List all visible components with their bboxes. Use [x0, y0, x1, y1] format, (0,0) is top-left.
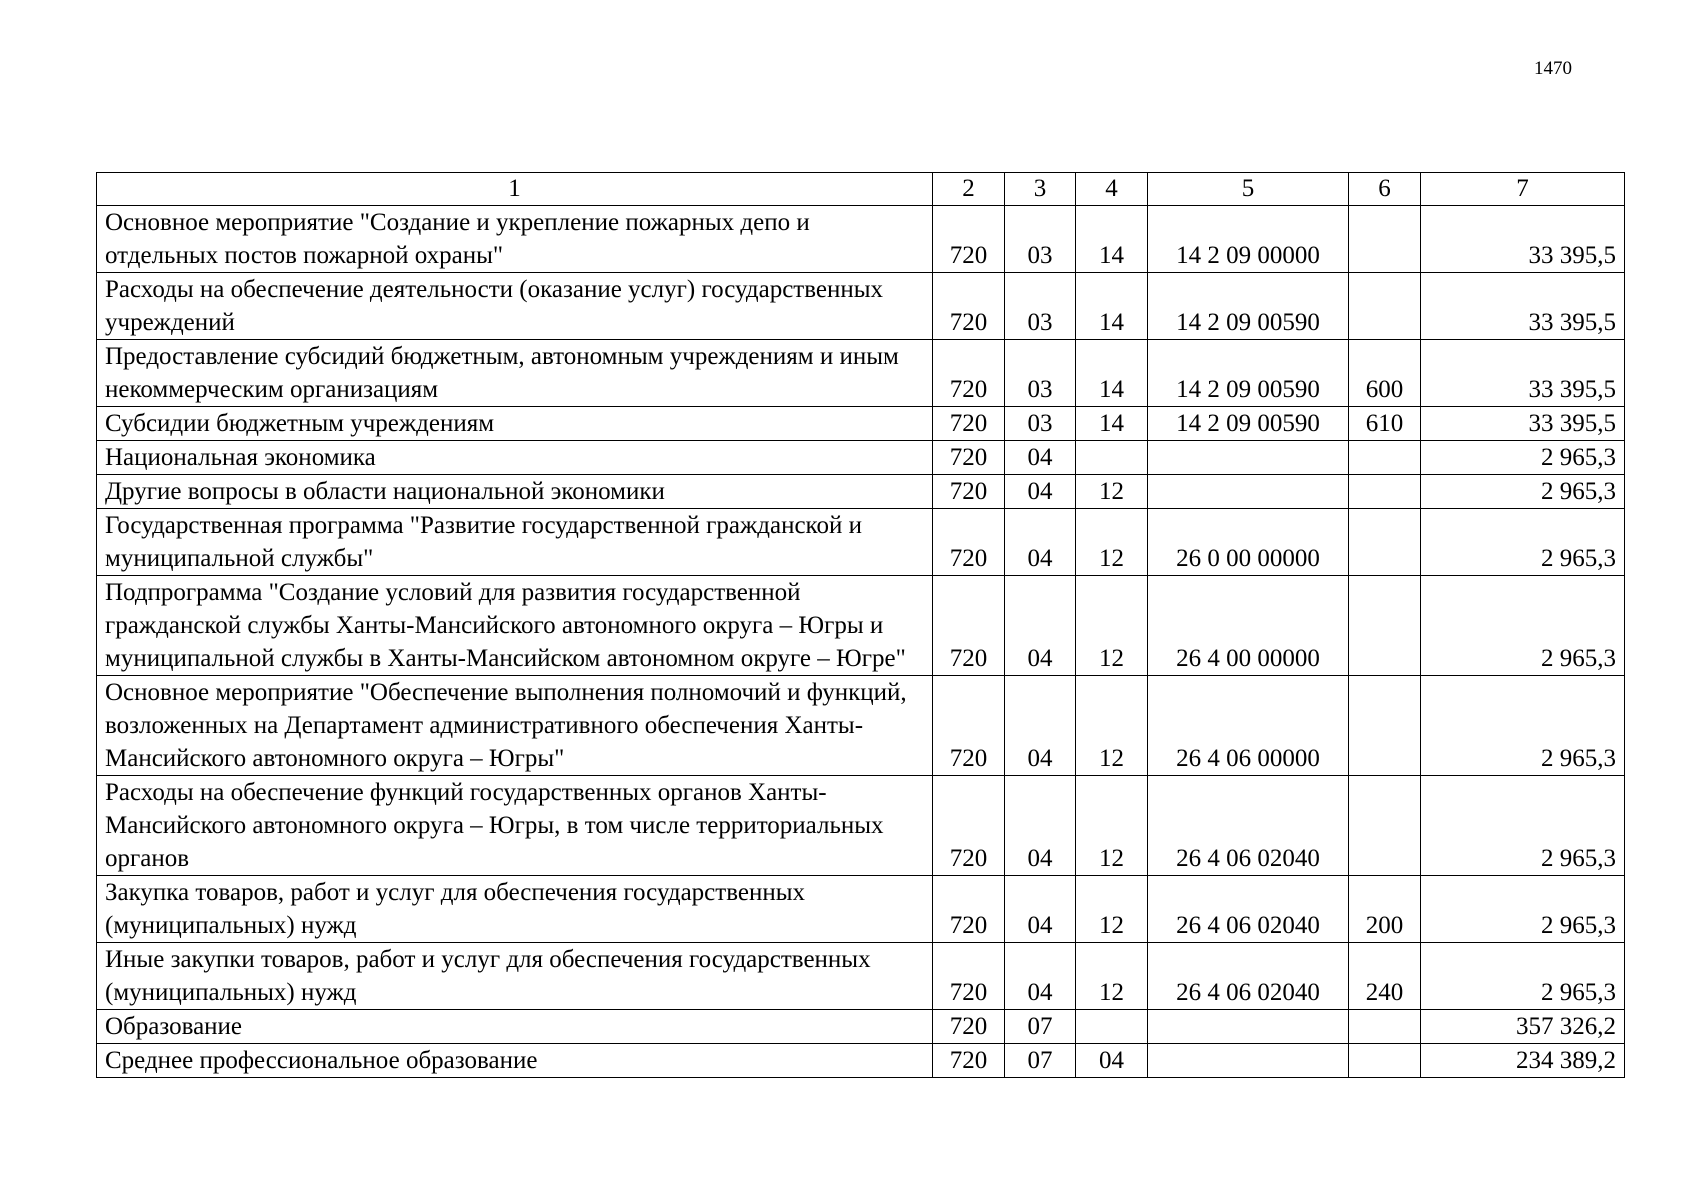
expense-type-cell: 610: [1349, 407, 1421, 441]
amount-cell: 2 965,3: [1421, 441, 1625, 475]
row-name-cell: Образование: [97, 1010, 933, 1044]
page-number: 1470: [1534, 58, 1572, 79]
subsection-code-cell: 14: [1076, 340, 1148, 407]
section-code-cell: 03: [1005, 407, 1076, 441]
expense-type-cell: [1349, 1044, 1421, 1078]
amount-cell: 2 965,3: [1421, 776, 1625, 876]
target-article-cell: 26 4 06 02040: [1148, 876, 1349, 943]
section-code-cell: 07: [1005, 1044, 1076, 1078]
amount-cell: 33 395,5: [1421, 407, 1625, 441]
expense-type-cell: [1349, 206, 1421, 273]
header-row: [97, 173, 1625, 206]
section-code-cell: 04: [1005, 475, 1076, 509]
expense-type-cell: [1349, 509, 1421, 576]
subsection-code-cell: 14: [1076, 206, 1148, 273]
ministry-code-cell: 720: [933, 676, 1005, 776]
amount-cell: 33 395,5: [1421, 340, 1625, 407]
subsection-code-cell: 12: [1076, 943, 1148, 1010]
subsection-code-cell: 12: [1076, 776, 1148, 876]
target-article-cell: 26 0 00 00000: [1148, 509, 1349, 576]
table-body: [97, 206, 1625, 1078]
amount-cell: 357 326,2: [1421, 1010, 1625, 1044]
target-article-cell: [1148, 1044, 1349, 1078]
amount-cell: 33 395,5: [1421, 206, 1625, 273]
table-row: [97, 340, 1625, 407]
table-row: [97, 1044, 1625, 1078]
ministry-code-cell: 720: [933, 576, 1005, 676]
row-name-cell: Государственная программа "Развитие государственной гражданской и муниципальной службы": [97, 509, 933, 576]
target-article-cell: 26 4 06 00000: [1148, 676, 1349, 776]
expense-type-cell: 200: [1349, 876, 1421, 943]
target-article-cell: 26 4 06 02040: [1148, 776, 1349, 876]
row-name-cell: Подпрограмма "Создание условий для развития государственной гражданской службы Ханты-Мансийского автономного округа – Югры и муниципальной службы в Ханты-Мансийском автономном округе – Югре": [97, 576, 933, 676]
table-row: [97, 206, 1625, 273]
ministry-code-cell: 720: [933, 1044, 1005, 1078]
column-header: 7: [1421, 173, 1625, 206]
target-article-cell: 14 2 09 00000: [1148, 206, 1349, 273]
column-header: 3: [1005, 173, 1076, 206]
target-article-cell: 14 2 09 00590: [1148, 340, 1349, 407]
ministry-code-cell: 720: [933, 340, 1005, 407]
table-row: [97, 876, 1625, 943]
amount-cell: 2 965,3: [1421, 876, 1625, 943]
subsection-code-cell: 04: [1076, 1044, 1148, 1078]
row-name-cell: Предоставление субсидий бюджетным, автономным учреждениям и иным некоммерческим организациям: [97, 340, 933, 407]
row-name-cell: Основное мероприятие "Обеспечение выполнения полномочий и функций, возложенных на Департамент административного обеспечения Ханты-Мансийского автономного округа – Югры": [97, 676, 933, 776]
subsection-code-cell: 12: [1076, 475, 1148, 509]
budget-table: [96, 172, 1625, 1078]
section-code-cell: 07: [1005, 1010, 1076, 1044]
ministry-code-cell: 720: [933, 509, 1005, 576]
subsection-code-cell: 14: [1076, 273, 1148, 340]
subsection-code-cell: 14: [1076, 407, 1148, 441]
amount-cell: 33 395,5: [1421, 273, 1625, 340]
section-code-cell: 04: [1005, 576, 1076, 676]
ministry-code-cell: 720: [933, 776, 1005, 876]
target-article-cell: 14 2 09 00590: [1148, 273, 1349, 340]
amount-cell: 2 965,3: [1421, 676, 1625, 776]
subsection-code-cell: [1076, 1010, 1148, 1044]
section-code-cell: 04: [1005, 676, 1076, 776]
column-header: 6: [1349, 173, 1421, 206]
ministry-code-cell: 720: [933, 407, 1005, 441]
expense-type-cell: [1349, 475, 1421, 509]
target-article-cell: [1148, 1010, 1349, 1044]
expense-type-cell: [1349, 273, 1421, 340]
table-row: [97, 943, 1625, 1010]
subsection-code-cell: 12: [1076, 576, 1148, 676]
ministry-code-cell: 720: [933, 943, 1005, 1010]
section-code-cell: 03: [1005, 340, 1076, 407]
expense-type-cell: [1349, 776, 1421, 876]
row-name-cell: Другие вопросы в области национальной экономики: [97, 475, 933, 509]
row-name-cell: Расходы на обеспечение функций государственных органов Ханты-Мансийского автономного округа – Югры, в том числе территориальных органов: [97, 776, 933, 876]
table-row: [97, 576, 1625, 676]
row-name-cell: Расходы на обеспечение деятельности (оказание услуг) государственных учреждений: [97, 273, 933, 340]
subsection-code-cell: 12: [1076, 676, 1148, 776]
ministry-code-cell: 720: [933, 206, 1005, 273]
row-name-cell: Субсидии бюджетным учреждениям: [97, 407, 933, 441]
subsection-code-cell: 12: [1076, 509, 1148, 576]
expense-type-cell: 240: [1349, 943, 1421, 1010]
amount-cell: 2 965,3: [1421, 475, 1625, 509]
section-code-cell: 04: [1005, 943, 1076, 1010]
row-name-cell: Основное мероприятие "Создание и укрепление пожарных депо и отдельных постов пожарной охраны": [97, 206, 933, 273]
column-header: 5: [1148, 173, 1349, 206]
column-header: 1: [97, 173, 933, 206]
amount-cell: 234 389,2: [1421, 1044, 1625, 1078]
expense-type-cell: [1349, 576, 1421, 676]
table-row: [97, 441, 1625, 475]
row-name-cell: Национальная экономика: [97, 441, 933, 475]
target-article-cell: 26 4 00 00000: [1148, 576, 1349, 676]
expense-type-cell: 600: [1349, 340, 1421, 407]
table-row: [97, 1010, 1625, 1044]
column-header: 2: [933, 173, 1005, 206]
amount-cell: 2 965,3: [1421, 509, 1625, 576]
expense-type-cell: [1349, 441, 1421, 475]
row-name-cell: Среднее профессиональное образование: [97, 1044, 933, 1078]
table-row: [97, 776, 1625, 876]
section-code-cell: 04: [1005, 776, 1076, 876]
table-row: [97, 273, 1625, 340]
amount-cell: 2 965,3: [1421, 943, 1625, 1010]
ministry-code-cell: 720: [933, 876, 1005, 943]
section-code-cell: 04: [1005, 441, 1076, 475]
target-article-cell: [1148, 475, 1349, 509]
ministry-code-cell: 720: [933, 1010, 1005, 1044]
section-code-cell: 04: [1005, 876, 1076, 943]
subsection-code-cell: [1076, 441, 1148, 475]
section-code-cell: 04: [1005, 509, 1076, 576]
section-code-cell: 03: [1005, 273, 1076, 340]
table-row: [97, 676, 1625, 776]
ministry-code-cell: 720: [933, 441, 1005, 475]
target-article-cell: 14 2 09 00590: [1148, 407, 1349, 441]
section-code-cell: 03: [1005, 206, 1076, 273]
amount-cell: 2 965,3: [1421, 576, 1625, 676]
table-row: [97, 407, 1625, 441]
expense-type-cell: [1349, 1010, 1421, 1044]
table-row: [97, 475, 1625, 509]
ministry-code-cell: 720: [933, 475, 1005, 509]
row-name-cell: Закупка товаров, работ и услуг для обеспечения государственных (муниципальных) нужд: [97, 876, 933, 943]
target-article-cell: 26 4 06 02040: [1148, 943, 1349, 1010]
subsection-code-cell: 12: [1076, 876, 1148, 943]
target-article-cell: [1148, 441, 1349, 475]
row-name-cell: Иные закупки товаров, работ и услуг для обеспечения государственных (муниципальных) нужд: [97, 943, 933, 1010]
ministry-code-cell: 720: [933, 273, 1005, 340]
column-header: 4: [1076, 173, 1148, 206]
expense-type-cell: [1349, 676, 1421, 776]
table-row: [97, 509, 1625, 576]
